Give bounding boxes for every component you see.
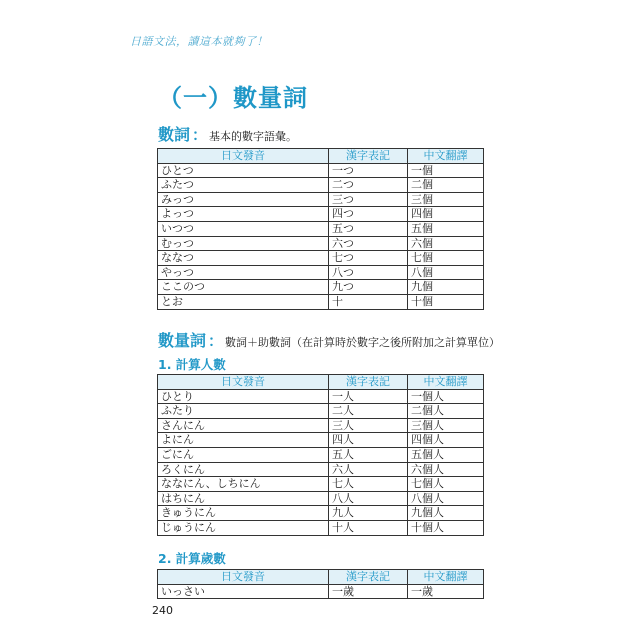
table-cell: 四個 <box>408 207 484 222</box>
column-header: 漢字表記 <box>329 375 408 390</box>
table-cell: ここのつ <box>158 280 329 295</box>
table-cell: 四つ <box>329 207 408 222</box>
column-header: 漢字表記 <box>329 570 408 585</box>
table-row <box>158 506 484 521</box>
table-cell: 二個 <box>408 178 484 193</box>
age-table <box>157 569 484 599</box>
table-row <box>158 584 484 599</box>
table-cell: 二個人 <box>408 404 484 419</box>
table-cell: 一つ <box>329 163 408 178</box>
table-cell: 十個人 <box>408 520 484 535</box>
table-cell: よっつ <box>158 207 329 222</box>
table-cell: 八個 <box>408 265 484 280</box>
table-cell: ひとつ <box>158 163 329 178</box>
table-row <box>158 280 484 295</box>
table-row <box>158 221 484 236</box>
table-header-row <box>158 570 484 585</box>
table-cell: 九人 <box>329 506 408 521</box>
table-cell: ふたり <box>158 404 329 419</box>
table-cell: 三つ <box>329 192 408 207</box>
table-cell: 四個人 <box>408 433 484 448</box>
table-row <box>158 294 484 309</box>
table-row <box>158 433 484 448</box>
table-cell: 一歲 <box>408 584 484 599</box>
section-title: （一）數量詞 <box>158 84 308 112</box>
counting-words-colon: ： <box>192 126 208 144</box>
table-cell: 五個人 <box>408 447 484 462</box>
table-row <box>158 404 484 419</box>
age-heading: 2. 計算歲數 <box>158 551 226 566</box>
table-cell: さんにん <box>158 418 329 433</box>
running-header: 日語文法，讀這本就夠了！ <box>130 35 268 48</box>
table-cell: 五人 <box>329 447 408 462</box>
table-cell: ごにん <box>158 447 329 462</box>
table-cell: 五個 <box>408 221 484 236</box>
table-row <box>158 447 484 462</box>
table-row <box>158 418 484 433</box>
table-row <box>158 192 484 207</box>
table-cell: いつつ <box>158 221 329 236</box>
table-row <box>158 178 484 193</box>
quantifiers-heading <box>158 328 500 351</box>
table-row <box>158 265 484 280</box>
table-row <box>158 236 484 251</box>
table-cell: むっつ <box>158 236 329 251</box>
counting-words-description: 基本的數字語彙。 <box>209 130 298 143</box>
table-cell: 七つ <box>329 251 408 266</box>
table-cell: 六つ <box>329 236 408 251</box>
table-cell: 五つ <box>329 221 408 236</box>
quantifiers-description: 數詞＋助數詞（在計算時於數字之後所附加之計算單位） <box>225 336 501 349</box>
table-row <box>158 462 484 477</box>
table-cell: 九つ <box>329 280 408 295</box>
table-cell: 八つ <box>329 265 408 280</box>
table-row <box>158 491 484 506</box>
table-cell: 一個 <box>408 163 484 178</box>
table-cell: 九個人 <box>408 506 484 521</box>
page-number: 240 <box>152 604 173 617</box>
table-cell: いっさい <box>158 584 329 599</box>
table-cell: 一人 <box>329 389 408 404</box>
table-cell: はちにん <box>158 491 329 506</box>
quantifiers-colon: ： <box>208 332 224 350</box>
table-cell: 三個人 <box>408 418 484 433</box>
column-header: 中文翻譯 <box>408 149 484 164</box>
table-cell: みっつ <box>158 192 329 207</box>
table-cell: 六個 <box>408 236 484 251</box>
table-cell: 七人 <box>329 477 408 492</box>
table-cell: 六個人 <box>408 462 484 477</box>
table-row <box>158 163 484 178</box>
table-cell: 四人 <box>329 433 408 448</box>
table-cell: 二つ <box>329 178 408 193</box>
column-header: 中文翻譯 <box>408 375 484 390</box>
counting-words-table <box>157 148 484 310</box>
table-cell: 十個 <box>408 294 484 309</box>
table-cell: 六人 <box>329 462 408 477</box>
table-cell: ななつ <box>158 251 329 266</box>
table-cell: 一個人 <box>408 389 484 404</box>
counting-words-label: 數詞 <box>158 125 191 144</box>
table-header-row <box>158 149 484 164</box>
table-cell: 十人 <box>329 520 408 535</box>
table-row <box>158 207 484 222</box>
table-cell: 一歲 <box>329 584 408 599</box>
column-header: 日文發音 <box>158 375 329 390</box>
table-row <box>158 251 484 266</box>
column-header: 漢字表記 <box>329 149 408 164</box>
column-header: 日文發音 <box>158 570 329 585</box>
counting-words-heading <box>158 122 297 145</box>
table-cell: 九個 <box>408 280 484 295</box>
table-cell: 七個 <box>408 251 484 266</box>
table-cell: ひとり <box>158 389 329 404</box>
people-heading: 1. 計算人數 <box>158 357 226 372</box>
table-cell: ろくにん <box>158 462 329 477</box>
table-cell: 八人 <box>329 491 408 506</box>
table-cell: ふたつ <box>158 178 329 193</box>
table-row <box>158 389 484 404</box>
column-header: 中文翻譯 <box>408 570 484 585</box>
table-cell: 十 <box>329 294 408 309</box>
table-cell: やっつ <box>158 265 329 280</box>
table-row <box>158 477 484 492</box>
table-cell: きゅうにん <box>158 506 329 521</box>
table-cell: 八個人 <box>408 491 484 506</box>
table-cell: じゅうにん <box>158 520 329 535</box>
table-cell: よにん <box>158 433 329 448</box>
table-cell: 七個人 <box>408 477 484 492</box>
column-header: 日文發音 <box>158 149 329 164</box>
people-table <box>157 374 484 536</box>
table-cell: とお <box>158 294 329 309</box>
table-cell: 三個 <box>408 192 484 207</box>
table-row <box>158 520 484 535</box>
table-header-row <box>158 375 484 390</box>
table-cell: 三人 <box>329 418 408 433</box>
table-cell: ななにん、しちにん <box>158 477 329 492</box>
table-cell: 二人 <box>329 404 408 419</box>
quantifiers-label: 數量詞 <box>158 331 207 350</box>
